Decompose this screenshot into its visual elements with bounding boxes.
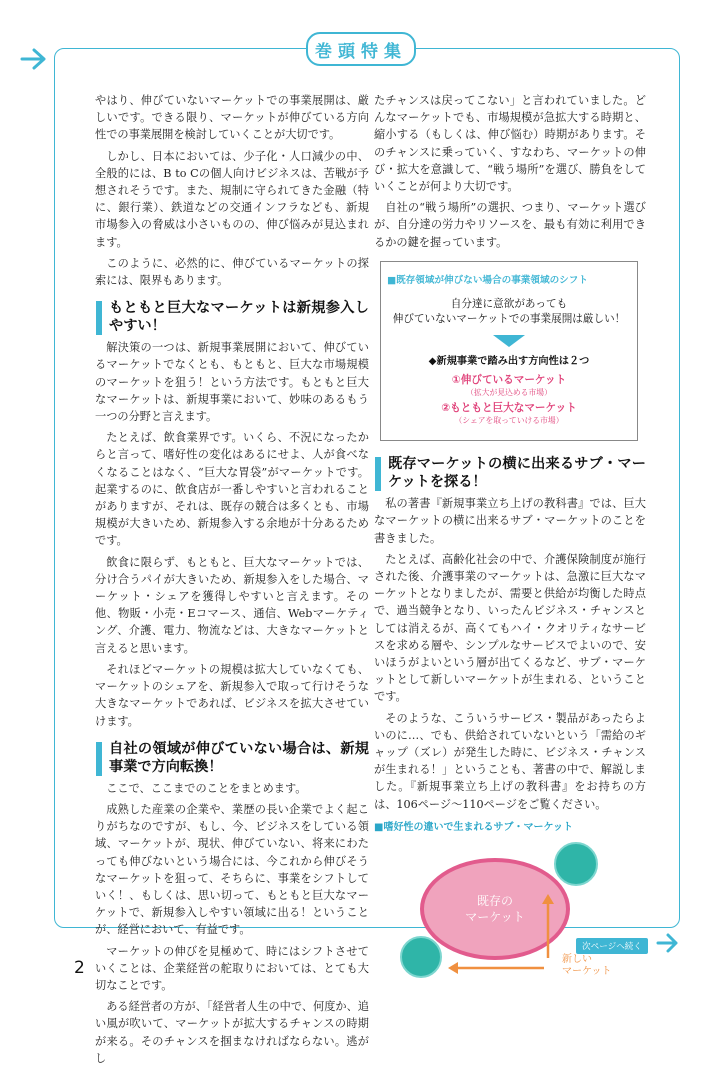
summary-box-main-2: 伸びていないマーケットでの事業展開は厳しい！ — [392, 313, 626, 326]
new-market-label — [562, 954, 612, 978]
paragraph: たとえば、飲食業界です。いくら、不況になったからと言って、嗜好性の変化はあるにせよ、人が食べなくなることはなく、“巨大な胃袋”がマーケットです。起業するのに、飲食店が一番しやすいと言われることがありますが、それは、既存の競合は多くとも、市場規模が大きいため、新規参入する余地が十分あるためです。 — [95, 431, 369, 548]
paragraph: 成熟した産業の企業や、業歴の長い企業でよく起こりがちなのですが、もし、今、ビジネスをしている領域、マーケットが、現状、伸びていない、将来にわたっても伸びないという場合には、今これから伸びそうなマーケットを狙って、そちらに、事業をシフトしていく！、もしくは、思い切って、もともと巨大なマーケットで、新規参入しやすい領域に出る！ということが、経営において、有益です。 — [95, 802, 369, 937]
option-2: ②もともと巨大なマーケット — [441, 402, 577, 415]
summary-box — [380, 261, 638, 441]
summary-box-subtitle: ◆新規事業で踏み出す方向性は２つ — [428, 356, 590, 368]
paragraph: マーケットの伸びを見極めて、時にはシフトさせていくことは、企業経営の舵取りにおいては、とても大切なことです。 — [95, 944, 369, 992]
summary-box-title: ■既存領域が伸びない場合の事業領域のシフト — [387, 274, 588, 286]
paragraph: やはり、伸びていないマーケットでの事業展開は、厳しいです。できる限り、マーケットが伸びている方向性での事業展開を検討していくことが大切です。 — [95, 94, 369, 142]
summary-box-main-1: 自分達に意欲があっても — [450, 298, 568, 311]
triangle-down-icon — [493, 335, 525, 347]
existing-market-label-1: 既存の — [476, 894, 513, 909]
section-heading: 既存マーケットの横に出来るサブ・マーケットを探る！ — [374, 455, 646, 491]
sub-market-figure — [374, 836, 646, 986]
paragraph: 私の著書『新規事業立ち上げの教科書』では、巨大なマーケットの横に出来るサブ・マーケットのことを書きました。 — [374, 497, 646, 545]
paragraph: それほどマーケットの規模は拡大していなくても、マーケットのシェアを、新規参入で取って行けそうな大きなマーケットであれば、ビジネスを拡大させていけます。 — [95, 662, 369, 728]
paragraph: そのような、こういうサービス・製品があったらよいのに…、でも、供給されていないという「需給のギャップ（ズレ）が発生した時に、ビジネス・チャンスが生まれる！」ということも、著書の中で、解説しました。『新規事業立ち上げの教科書』をお持ちの方は、106ページ〜110ページをご覧ください。 — [374, 711, 646, 811]
paragraph: 飲食に限らず、もともと、巨大なマーケットでは、分け合うパイが大きいため、新規参入をした場合、マーケット・シェアを獲得しやすいと言えます。その他、物販・小売・Eコマース、通信、Webマーケティング、介護、電力、物流などは、大きなマーケットと言えると思います。 — [95, 555, 369, 655]
existing-market-label-2: マーケット — [465, 910, 525, 925]
column-left — [95, 92, 369, 1071]
option-2-note: （シェアを取っていける市場） — [454, 416, 564, 426]
new-market-label-1: 新しい — [562, 954, 592, 966]
paragraph: たチャンスは戻ってこない」と言われていました。どんなマーケットでも、市場規模が急拡大する時期と、縮小する（もしくは、伸び悩む）時期があります。そのチャンスに乗っていく、すなわち、マーケットの伸び・拡大を意識して、“戦う場所”を選び、勝負をしていくことが何より大切です。 — [374, 94, 646, 194]
paragraph: たとえば、高齢化社会の中で、介護保険制度が施行された後、介護事業のマーケットは、急激に巨大なマーケットとなりましたが、需要と供給が均衡した時点で、過当競争となり、いったんビジネス・チャンスとしては消えるが、高くてもハイ・クオリティなサービスを求める層や、シンプルなサービスでよいので、安いほうがよいという層が出てくるなど、サブ・マーケットとして新しいマーケットが生まれる、ということです。 — [374, 552, 646, 704]
paragraph: このように、必然的に、伸びているマーケットの探索には、限界もあります。 — [95, 256, 369, 288]
paragraph: しかし、日本においては、少子化・人口減少の中、全般的には、B to Cの個人向けビジネスは、苦戦が予想されそうです。また、規制に守られてきた金融（特に、銀行業）、鉄道などの交通インフラなども、新規市場参入の脅威は小さいものの、伸び悩みが見込まれます。 — [95, 149, 369, 249]
section-heading: もともと巨大なマーケットは新規参入しやすい！ — [95, 299, 369, 335]
column-right — [374, 92, 646, 986]
arrow-right-icon[interactable] — [656, 932, 680, 954]
option-1-note: （拡大が見込める市場） — [466, 388, 552, 398]
next-page-label[interactable]: 次ページへ続く — [576, 938, 648, 954]
option-1: ①伸びているマーケット — [451, 374, 567, 387]
page-number: 2 — [74, 958, 85, 978]
paragraph: ここで、ここまでのことをまとめます。 — [106, 781, 307, 795]
section-tag — [306, 32, 416, 66]
figure-title: ■嗜好性の違いで生まれるサブ・マーケット — [374, 821, 573, 833]
paragraph: ある経営者の方が、「経営者人生の中で、何度か、追い風が吹いて、マーケットが拡大するチャンスの時期が来る。そのチャンスを掴まなければならない。逃がし — [95, 1000, 369, 1065]
new-market-label-2: マーケット — [562, 966, 612, 978]
paragraph: 自社の“戦う場所”の選択、つまり、マーケット選びが、自分達の労力やリソースを、最も有効に利用できるかの鍵を握っています。 — [374, 201, 646, 249]
arrow-right-icon — [20, 48, 48, 70]
section-heading: 自社の領域が伸びていない場合は、新規事業で方向転換！ — [95, 740, 369, 776]
section-tag-label: 巻頭特集 — [315, 41, 407, 62]
paragraph: 解決策の一つは、新規事業展開において、伸びているマーケットでなくとも、もともと、巨大な市場規模のマーケットを狙う！という方法です。もともと巨大なマーケットは、新規事業において、妙味のあるもう一つの分野と言えます。 — [95, 341, 369, 424]
